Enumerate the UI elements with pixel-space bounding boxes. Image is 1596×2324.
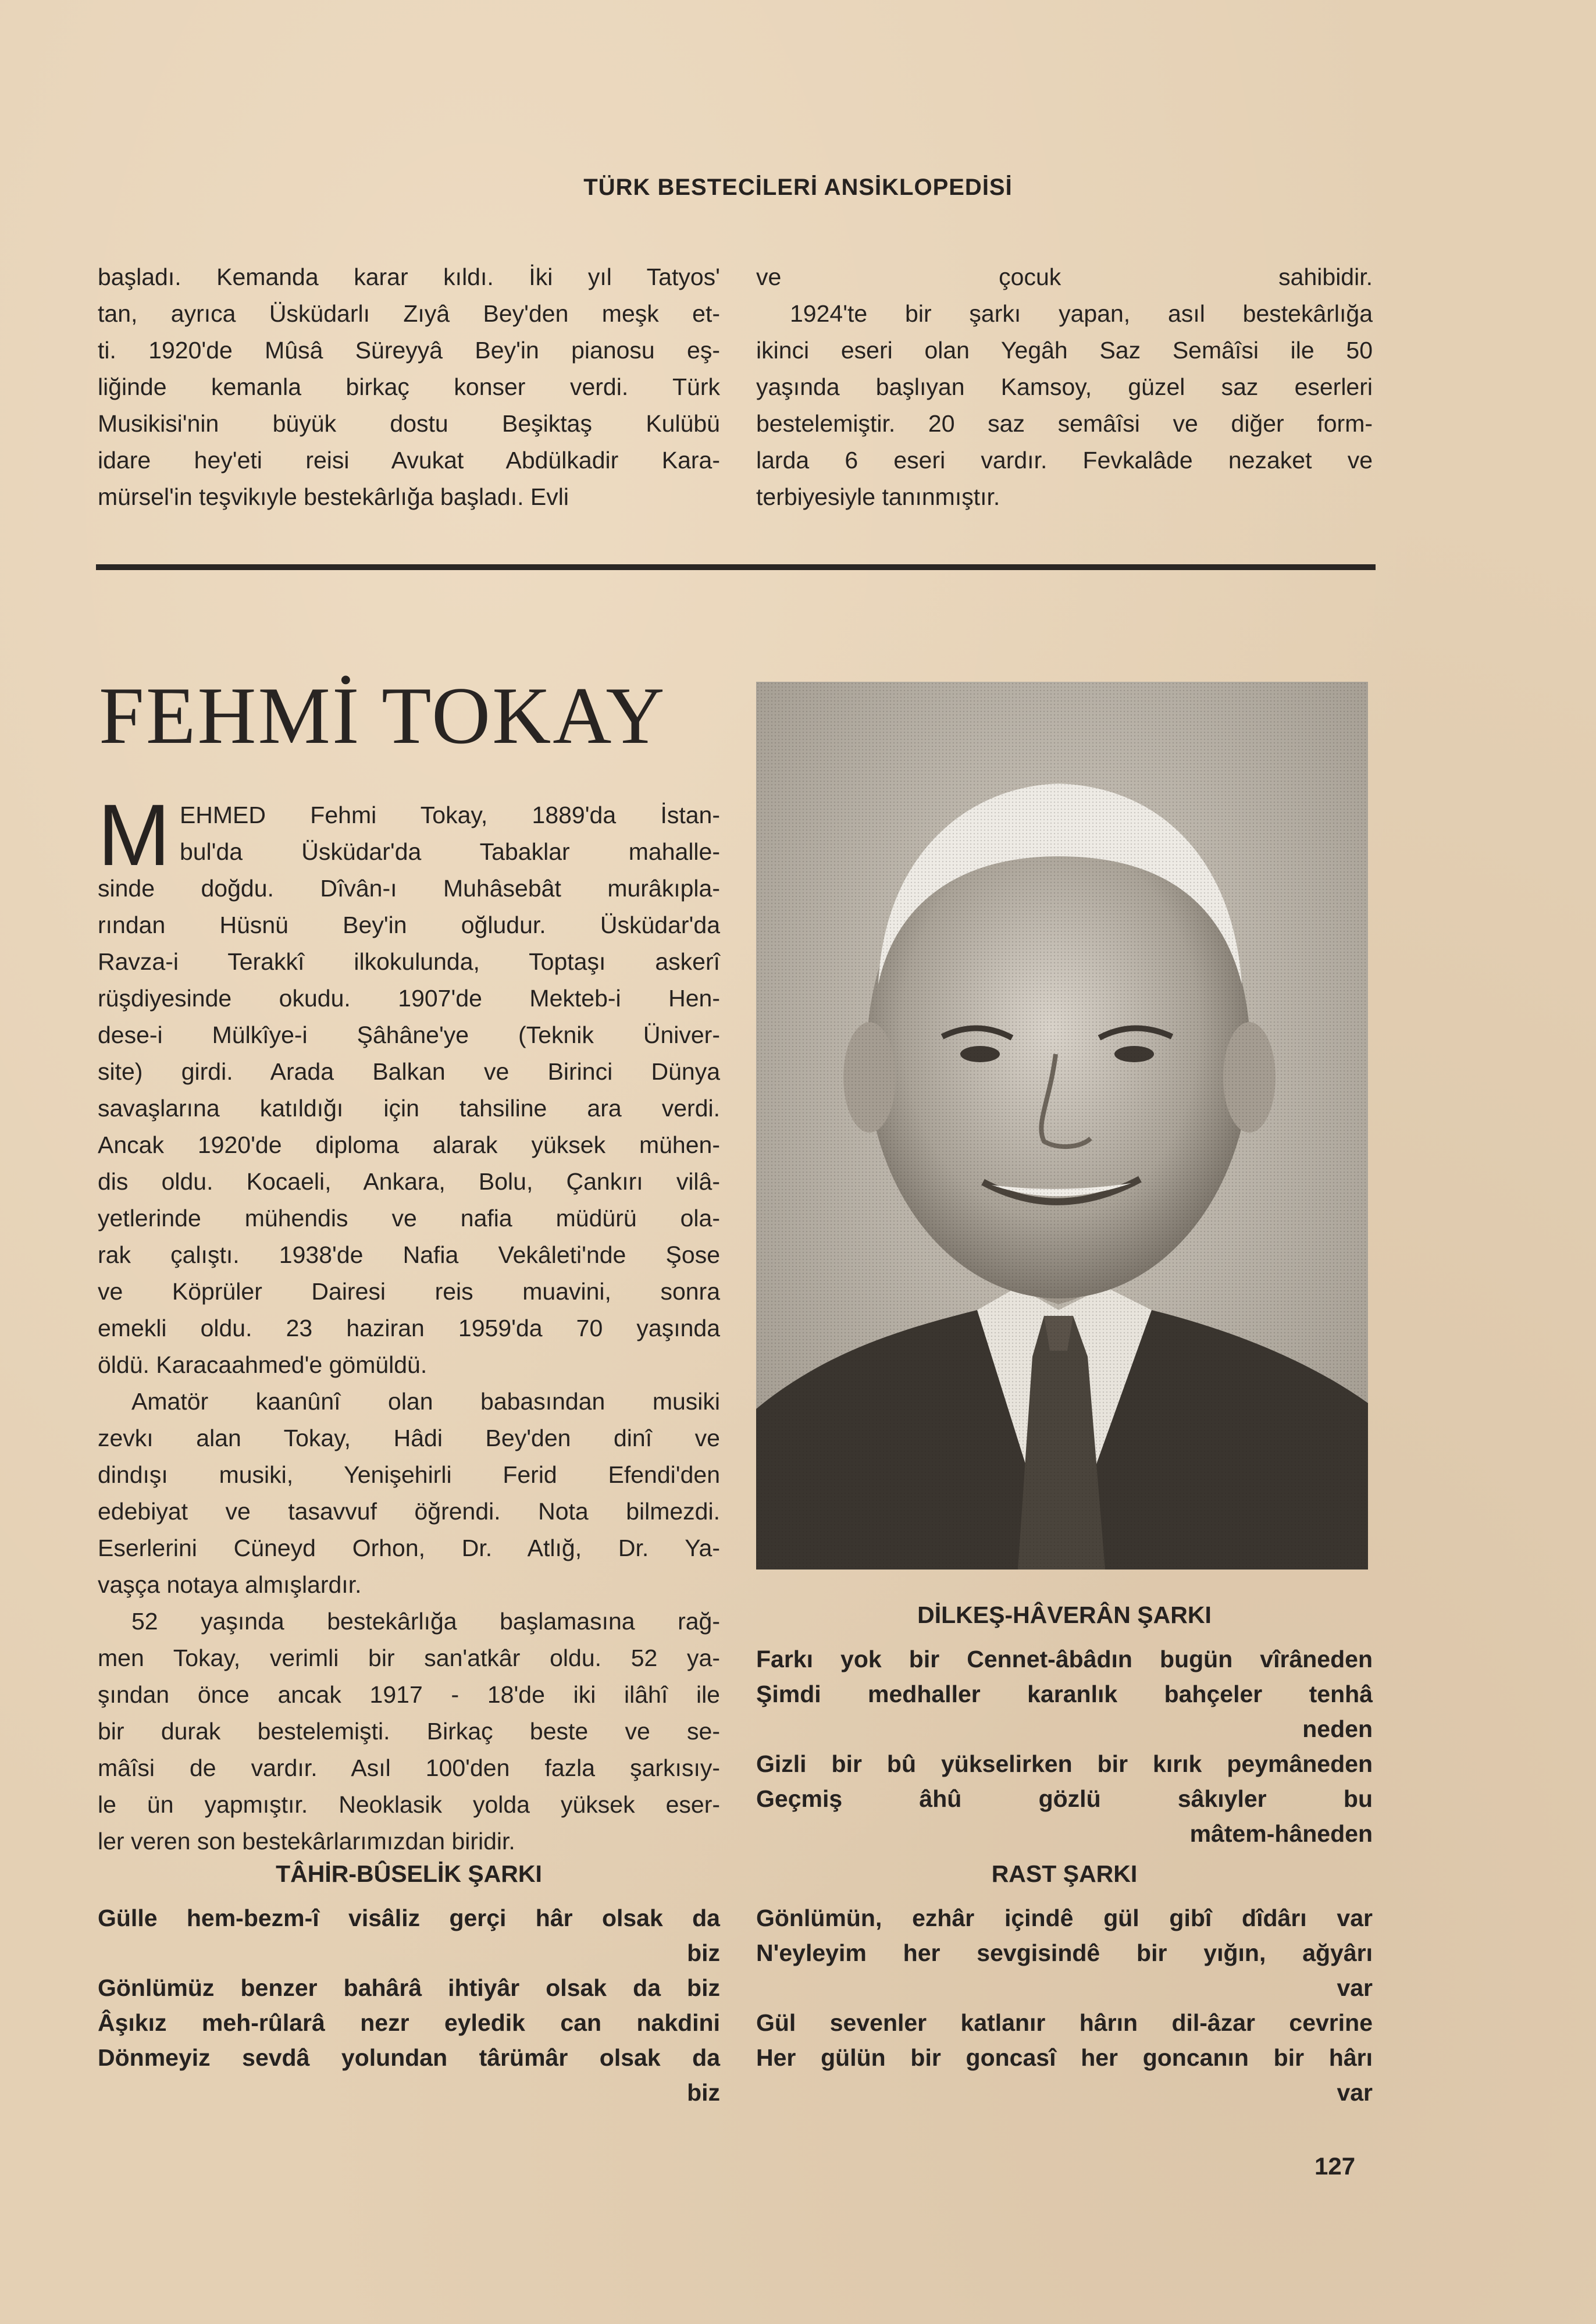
- text-line: Musikisi'nin büyük dostu Beşiktaş Kulübü: [98, 410, 720, 437]
- text-line: savaşlarına katıldığı için tahsiline ara verdi.: [98, 1095, 720, 1122]
- text-line: rından Hüsnü Bey'in oğludur. Üsküdar'da: [98, 912, 720, 938]
- top-right-column: [756, 259, 1373, 515]
- text-line: ve Köprüler Dairesi reis muavini, sonra: [98, 1278, 720, 1305]
- poem-title: DİLKEŞ-HÂVERÂN ŞARKI: [917, 1601, 1212, 1628]
- text-line: bir durak bestelemişti. Birkaç beste ve se-: [98, 1718, 720, 1745]
- text-line: dindışı musiki, Yenişehirli Ferid Efendi'den: [98, 1461, 720, 1488]
- poem-title: RAST ŞARKI: [991, 1860, 1138, 1887]
- text-line: rak çalıştı. 1938'de Nafia Vekâleti'nde Şose: [98, 1241, 720, 1268]
- text-line: ve çocuk sahibidir.: [756, 264, 1373, 290]
- text-line: dese-i Mülkîye-i Şâhâne'ye (Teknik Üniver-: [98, 1022, 720, 1048]
- section-divider: [96, 564, 1376, 570]
- text-line: vaşça notaya almışlardır.: [98, 1571, 362, 1598]
- text-line: le ün yapmıştır. Neoklasik yolda yüksek eser-: [98, 1791, 720, 1818]
- text-line: ti. 1920'de Mûsâ Süreyyâ Bey'in pianosu eş-: [98, 337, 720, 364]
- running-header: TÜRK BESTECİLERİ ANSİKLOPEDİSİ: [583, 175, 1013, 200]
- text-line: ler veren son bestekârlarımızdan biridir.: [98, 1828, 515, 1855]
- text-line: terbiyesiyle tanınmıştır.: [756, 483, 1000, 510]
- text-line: yaşında başlıyan Kamsoy, güzel saz eserleri: [756, 373, 1373, 400]
- text-line: Eserlerini Cüneyd Orhon, Dr. Atlığ, Dr. Ya-: [98, 1535, 720, 1561]
- poem-line-continuation: var: [1337, 1974, 1373, 2001]
- poem-line-continuation: neden: [1302, 1716, 1373, 1742]
- poem-line: Gönlümüz benzer bahârâ ihtiyâr olsak da biz: [98, 1974, 720, 2001]
- text-line: sinde doğdu. Dîvân-ı Muhâsebât murâkıpla-: [98, 875, 720, 902]
- text-line: başladı. Kemanda karar kıldı. İki yıl Tatyos': [98, 264, 720, 290]
- poem-line: Âşıkız meh-rûlarâ nezr eyledik can nakdini: [98, 2009, 720, 2036]
- text-line: bul'da Üsküdar'da Tabaklar mahalle-: [179, 838, 720, 865]
- text-line: mâîsi de vardır. Asıl 100'den fazla şarkısıy-: [98, 1754, 720, 1781]
- text-line: mürsel'in teşvikıyle bestekârlığa başladı. Evli: [98, 483, 569, 510]
- text-line: Ravza-i Terakkî ilkokulunda, Toptaşı askerî: [98, 948, 720, 975]
- poem-line: Farkı yok bir Cennet-âbâdın bugün vîrâneden: [756, 1646, 1373, 1672]
- poem-line-continuation: var: [1337, 2079, 1373, 2106]
- text-line: site) girdi. Arada Balkan ve Birinci Dünya: [98, 1058, 720, 1085]
- text-line: öldü. Karacaahmed'e gömüldü.: [98, 1351, 428, 1378]
- text-line: bestelemiştir. 20 saz semâîsi ve diğer form-: [756, 410, 1373, 437]
- poem-line-continuation: mâtem-hâneden: [1189, 1820, 1373, 1847]
- text-line: edebiyat ve tasavvuf öğrendi. Nota bilmezdi.: [98, 1498, 720, 1525]
- poem-rast: [756, 1856, 1373, 2110]
- text-line: idare hey'eti reisi Avukat Abdülkadir Kara-: [98, 447, 720, 474]
- text-line: men Tokay, verimli bir san'atkâr oldu. 52 ya-: [98, 1645, 720, 1671]
- poem-tahir-buselik: [98, 1856, 720, 2110]
- poem-line: Gül sevenler katlanır hârın dil-âzar cevrine: [756, 2009, 1373, 2036]
- text-line: rüşdiyesinde okudu. 1907'de Mekteb-i Hen-: [98, 985, 720, 1012]
- text-line: 1924'te bir şarkı yapan, asıl bestekârlığa: [790, 300, 1373, 327]
- text-line: liğinde kemanla birkaç konser verdi. Türk: [98, 373, 720, 400]
- text-line: 52 yaşında bestekârlığa başlamasına rağ-: [131, 1608, 720, 1635]
- biography-column: [98, 786, 720, 1860]
- poem-line: Geçmiş âhû gözlü sâkıyler bu: [756, 1785, 1373, 1812]
- poem-line: Gizli bir bû yükselirken bir kırık peymâneden: [756, 1750, 1373, 1777]
- poem-line: Gülle hem-bezm-î visâliz gerçi hâr olsak da: [98, 1905, 720, 1931]
- text-line: emekli oldu. 23 haziran 1959'da 70 yaşında: [98, 1315, 720, 1341]
- poem-line: Her gülün bir goncasî her goncanın bir hârı: [756, 2044, 1373, 2071]
- poem-line: Dönmeyiz sevdâ yolundan târümâr olsak da: [98, 2044, 720, 2071]
- poem-title: TÂHİR-BÛSELİK ŞARKI: [276, 1860, 542, 1887]
- text-line: dis oldu. Kocaeli, Ankara, Bolu, Çankırı vilâ-: [98, 1168, 720, 1195]
- top-left-column: [98, 259, 720, 515]
- poem-dilkes-haveran: [756, 1597, 1373, 1851]
- text-line: EHMED Fehmi Tokay, 1889'da İstan-: [179, 802, 720, 828]
- poem-line: N'eyleyim her sevgisindê bir yığın, ağyârı: [756, 1939, 1373, 1966]
- text-line: Ancak 1920'de diploma alarak yüksek mühen-: [98, 1131, 720, 1158]
- text-line: tan, ayrıca Üsküdarlı Zıyâ Bey'den meşk et-: [98, 300, 720, 327]
- poem-line-continuation: biz: [687, 1939, 720, 1966]
- text-line: yetlerinde mühendis ve nafia müdürü ola-: [98, 1205, 720, 1232]
- portrait-illustration: [756, 682, 1368, 1569]
- text-line: şından önce ancak 1917 - 18'de iki ilâhî ile: [98, 1681, 720, 1708]
- poem-line: Şimdi medhaller karanlık bahçeler tenhâ: [756, 1681, 1373, 1707]
- poem-line: Gönlümün, ezhâr içindê gül gibî dîdârı var: [756, 1905, 1373, 1931]
- portrait-photo: [756, 682, 1368, 1569]
- text-line: larda 6 eseri vardır. Fevkalâde nezaket ve: [756, 447, 1373, 474]
- drop-cap: M: [98, 786, 170, 884]
- poem-line-continuation: biz: [687, 2079, 720, 2106]
- article-title: FEHMİ TOKAY: [99, 671, 667, 761]
- text-line: zevkı alan Tokay, Hâdi Bey'den dinî ve: [98, 1425, 720, 1451]
- text-line: Amatör kaanûnî olan babasından musiki: [131, 1388, 720, 1415]
- text-line: ikinci eseri olan Yegâh Saz Semâîsi ile 50: [756, 337, 1373, 364]
- page-number: 127: [1314, 2152, 1356, 2180]
